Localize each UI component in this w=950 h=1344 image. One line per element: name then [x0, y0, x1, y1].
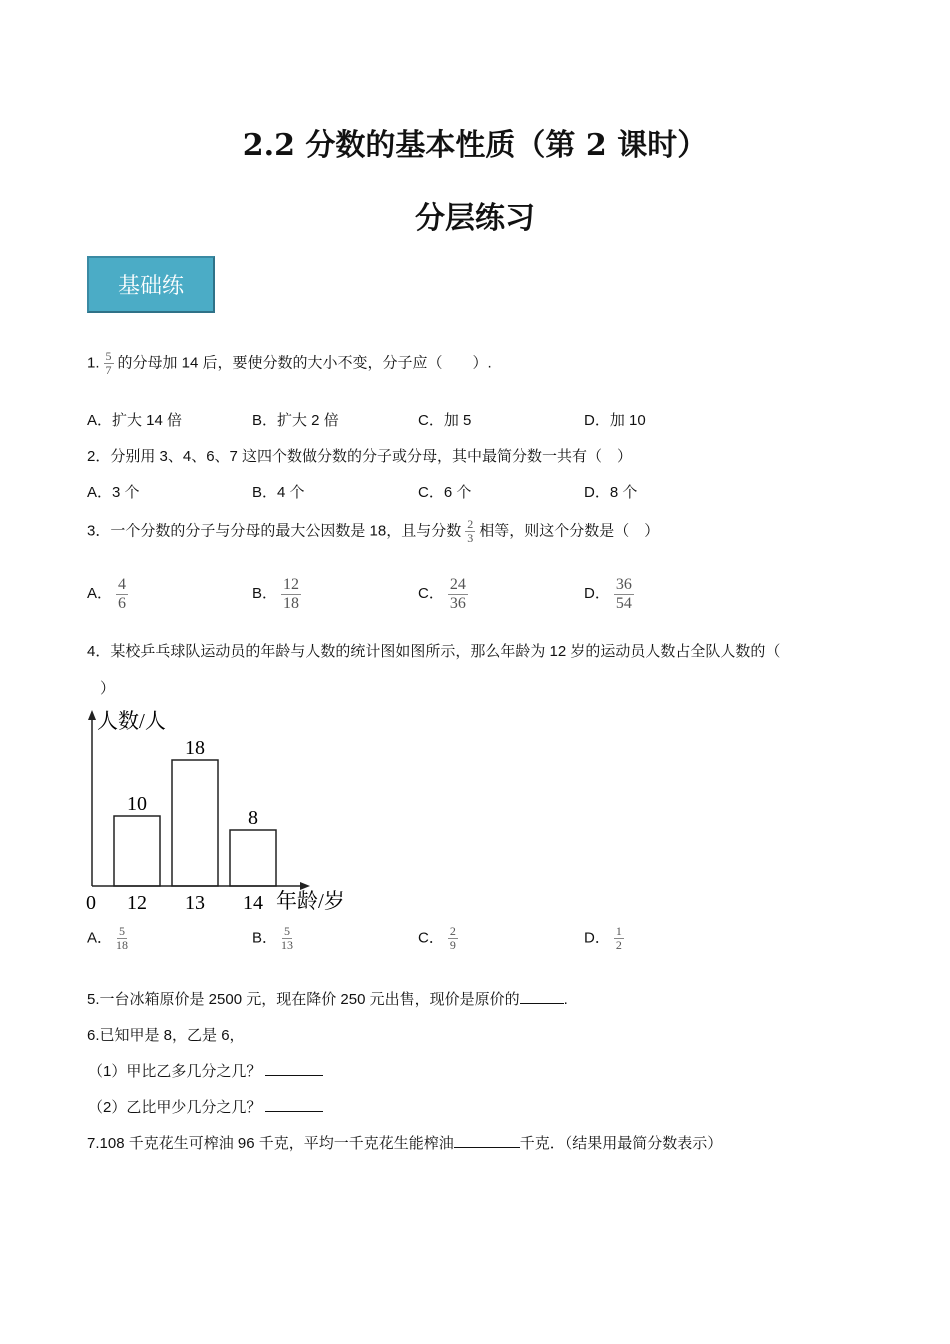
section-badge: 基础练: [87, 256, 215, 313]
option-c: C．加 5: [418, 412, 472, 429]
question-4: 4．某校乒乓球队运动员的年龄与人数的统计图如图所示，那么年龄为 12 岁的运动员人数占全队人数的（: [87, 643, 781, 660]
question-7: 7.108 千克花生可榨油 96 千克，平均一千克花生能榨油 千克．（结果用最简分数表示）: [87, 1135, 723, 1152]
option-a: A．扩大 14 倍: [87, 412, 183, 429]
x-tick-label: 13: [185, 892, 205, 914]
origin-label: 0: [86, 892, 96, 914]
option-d: D．加 10: [584, 412, 646, 429]
bar-13: [172, 760, 218, 886]
option-c: C． $\frac{24}{36}$: [418, 576, 466, 612]
question-2: 2．分别用 3、4、6、7 这四个数做分数的分子或分母，其中最简分数一共有（ ）: [87, 448, 633, 465]
option-b: B．扩大 2 倍: [252, 412, 339, 429]
question-number: 1.: [87, 354, 100, 372]
answer-blank[interactable]: [265, 1097, 323, 1112]
y-axis-arrow: [88, 710, 96, 720]
option-a: A． $\frac{5}{18}$: [87, 924, 129, 953]
option-a: A．3 个: [87, 484, 140, 501]
answer-blank[interactable]: [265, 1061, 323, 1076]
fraction: $\frac{5}{7}$: [105, 349, 112, 378]
option-a: A． $\frac{4}{6}$: [87, 576, 127, 612]
option-c: C． $\frac{2}{9}$: [418, 924, 456, 953]
data-label: 10: [127, 793, 147, 815]
question-5: 5.一台冰箱原价是 2500 元，现在降价 250 元出售，现价是原价的 .: [87, 991, 568, 1008]
question-text: 的分母加 14 后，要使分数的大小不变，分子应（ ）.: [117, 354, 492, 372]
data-label: 18: [185, 737, 205, 759]
question-4-continued: ）: [100, 680, 116, 697]
option-d: D．8 个: [584, 484, 638, 501]
option-d: D． $\frac{36}{54}$: [584, 576, 632, 612]
answer-blank[interactable]: [520, 989, 564, 1004]
y-axis-label: 人数/人: [97, 709, 166, 733]
option-d: D． $\frac{1}{2}$: [584, 924, 622, 953]
page-title: 2.2 分数的基本性质（第 2 课时）: [242, 128, 708, 163]
question-6: 6.已知甲是 8，乙是 6，: [87, 1027, 245, 1044]
question-6-part-1: （1）甲比乙多几分之几？: [88, 1060, 323, 1081]
bar-12: [114, 816, 160, 886]
x-tick-label: 14: [243, 892, 263, 914]
option-b: B． $\frac{5}{13}$: [252, 924, 294, 953]
option-b: B． $\frac{12}{18}$: [252, 576, 300, 612]
question-6-part-2: （2）乙比甲少几分之几？: [88, 1096, 323, 1117]
page-subtitle: 分层练习: [415, 201, 535, 236]
fraction: $\frac{2}{3}$: [467, 517, 474, 546]
option-c: C．6 个: [418, 484, 472, 501]
x-axis-label: 年龄/岁: [276, 889, 345, 913]
question-3: 3．一个分数的分子与分母的最大公因数是 18，且与分数 $\frac{2}{3}$ 相等，则这个分数是（ ）: [87, 517, 660, 546]
answer-blank[interactable]: [454, 1133, 520, 1148]
bar-14: [230, 830, 276, 886]
x-tick-label: 12: [127, 892, 147, 914]
option-b: B．4 个: [252, 484, 305, 501]
data-label: 8: [248, 807, 258, 829]
